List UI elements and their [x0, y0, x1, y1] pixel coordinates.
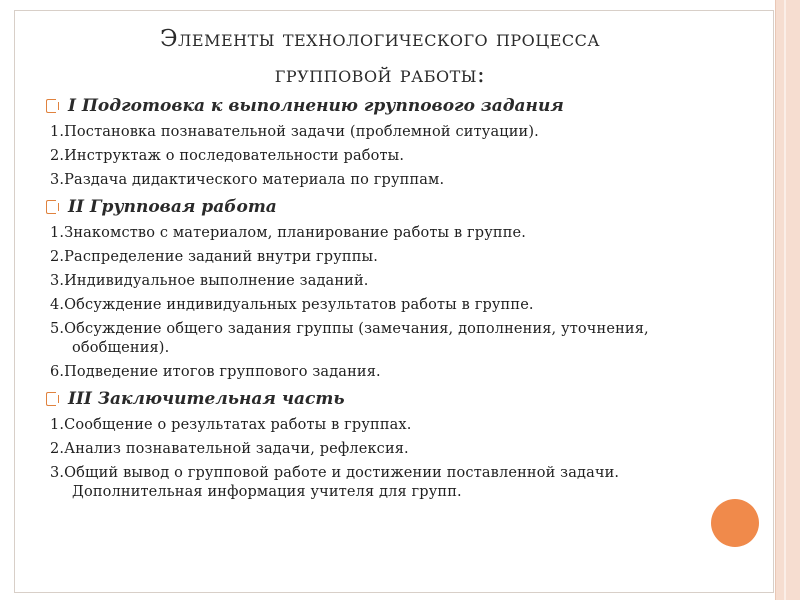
list-item: 2.Анализ познавательной задачи, рефлексия. — [50, 441, 409, 457]
title-line-2: групповой работы: — [274, 62, 486, 88]
list-item: 4.Обсуждение индивидуальных результатов работы в группе. — [50, 297, 534, 313]
list-item: 3.Раздача дидактического материала по группам. — [50, 172, 445, 188]
section-title: II Групповая работа — [68, 197, 277, 217]
content-list — [50, 94, 740, 507]
list-item: 3.Индивидуальное выполнение заданий. — [50, 273, 369, 289]
bullet-icon — [46, 392, 56, 406]
list-item: 6.Подведение итогов группового задания. — [50, 364, 381, 380]
bullet-icon — [46, 99, 56, 113]
slide-title — [60, 22, 700, 92]
section-title: III Заключительная часть — [68, 389, 345, 409]
list-item: 1.Сообщение о результатах работы в группах. — [50, 417, 412, 433]
list-item: 2.Инструктаж о последовательности работы. — [50, 148, 405, 164]
title-line-1: Элементы технологического процесса — [159, 26, 601, 52]
section-3-heading — [46, 387, 740, 411]
list-item: 3.Общий вывод о групповой работе и достижении поставленной задачи. Дополнительная информация учителя для групп. — [50, 465, 620, 500]
bullet-icon — [46, 200, 56, 214]
section-2-heading — [46, 195, 740, 219]
list-item: 2.Распределение заданий внутри группы. — [50, 249, 378, 265]
section-title: I Подготовка к выполнению группового задания — [68, 96, 564, 116]
list-item: 1.Постановка познавательной задачи (проблемной ситуации). — [50, 124, 539, 140]
list-item: 1.Знакомство с материалом, планирование работы в группе. — [50, 225, 527, 241]
decorative-side-band — [775, 0, 800, 600]
section-1-heading — [46, 94, 740, 118]
list-item: 5.Обсуждение общего задания группы (замечания, дополнения, уточнения, обобщения). — [50, 321, 649, 356]
